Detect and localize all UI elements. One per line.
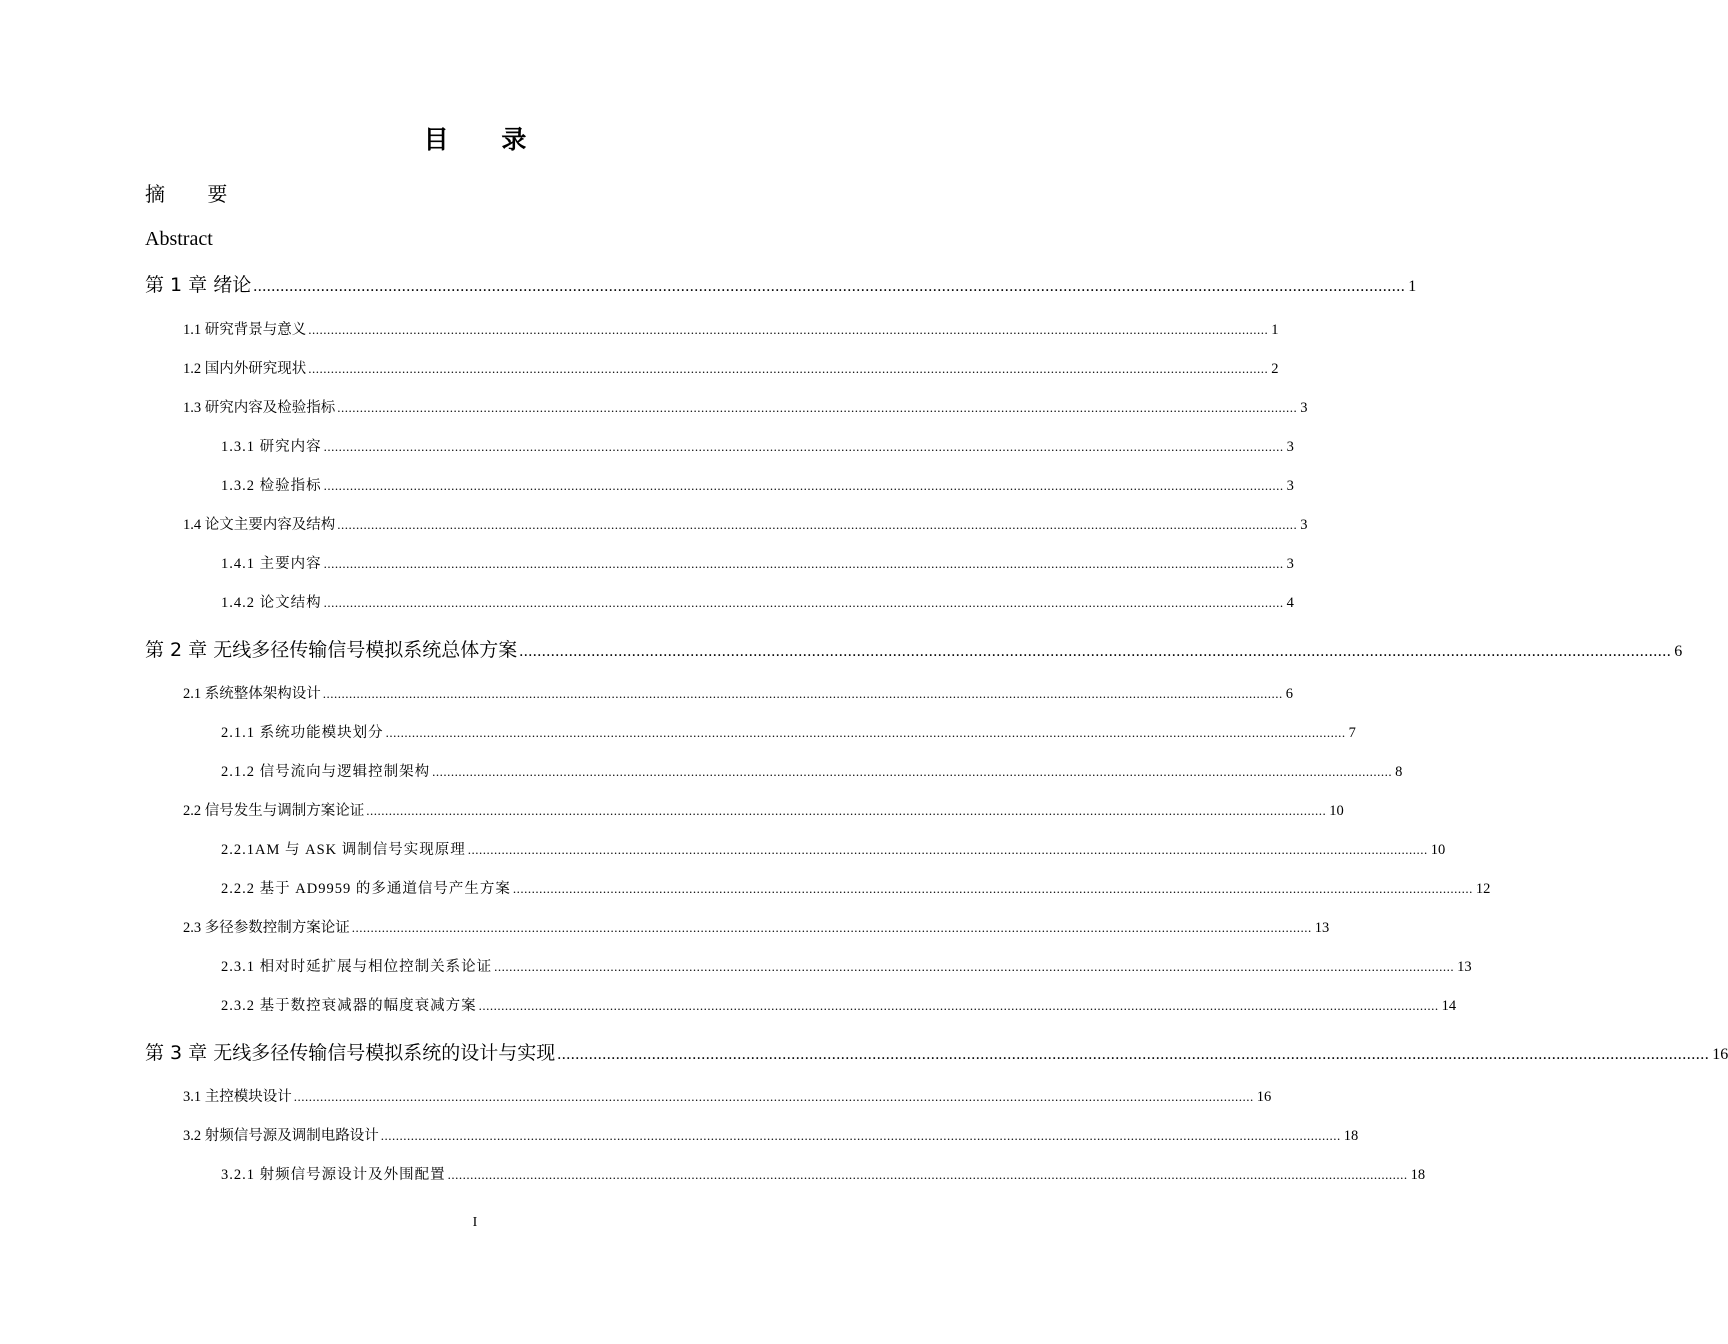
toc-leader-dots: ................................................................................................................................................................................................................................................................ (323, 556, 1284, 571)
toc-entry-1-4-2[interactable] (221, 592, 1294, 614)
abstract-en-heading[interactable]: Abstract (145, 228, 213, 250)
toc-leader-dots: ................................................................................................................................................................................................................................................................ (323, 439, 1284, 454)
toc-entry-label: 2.2.2 基于 AD9959 的多通道信号产生方案 (221, 881, 511, 897)
toc-page-number: 18 (1410, 1167, 1426, 1183)
toc-entry-3-2-1[interactable] (221, 1164, 1426, 1186)
page-footer-number: I (472, 1215, 478, 1230)
toc-page-number: 12 (1475, 881, 1491, 897)
toc-leader-dots: ................................................................................................................................................................................................................................................................ (366, 803, 1327, 818)
toc-leader-dots: ................................................................................................................................................................................................................................................................ (519, 643, 1672, 660)
toc-entry-label: 第 1 章 绪论 (145, 274, 252, 296)
toc-leader-dots: ................................................................................................................................................................................................................................................................ (337, 400, 1298, 415)
toc-leader-dots: ................................................................................................................................................................................................................................................................ (380, 1128, 1341, 1143)
toc-leader-dots: ................................................................................................................................................................................................................................................................ (557, 1046, 1710, 1063)
toc-page-number: 3 (1286, 478, 1294, 494)
toc-entry-1-4[interactable] (183, 514, 1308, 536)
toc-leader-dots: ................................................................................................................................................................................................................................................................ (293, 1089, 1254, 1104)
toc-page-number: 8 (1395, 764, 1403, 780)
toc-entry-label: 1.4 论文主要内容及结构 (183, 517, 336, 533)
toc-entry-label: 2.1 系统整体架构设计 (183, 686, 321, 702)
toc-page-number: 6 (1285, 686, 1293, 702)
toc-entry-2-1[interactable] (183, 683, 1293, 705)
toc-entry-2-2-1[interactable] (221, 839, 1446, 861)
toc-entry-label: 3.1 主控模块设计 (183, 1089, 292, 1105)
toc-page-number: 2 (1271, 361, 1279, 377)
toc-entry-label: 2.3 多径参数控制方案论证 (183, 920, 350, 936)
abstract-zh-heading[interactable]: 摘 要 (145, 182, 246, 206)
toc-page-number: 3 (1286, 439, 1294, 455)
toc-leader-dots: ................................................................................................................................................................................................................................................................ (323, 478, 1284, 493)
toc-page-number: 18 (1343, 1128, 1359, 1144)
toc-entry-label: 2.2.1AM 与 ASK 调制信号实现原理 (221, 842, 466, 858)
toc-entry-label: 1.2 国内外研究现状 (183, 361, 307, 377)
toc-entry-1-3-2[interactable] (221, 475, 1294, 497)
toc-leader-dots: ................................................................................................................................................................................................................................................................ (323, 595, 1284, 610)
toc-entry-2-1-1[interactable] (221, 722, 1356, 744)
toc-page-number: 14 (1441, 998, 1457, 1014)
toc-page-number: 10 (1430, 842, 1446, 858)
toc-leader-dots: ................................................................................................................................................................................................................................................................ (512, 881, 1473, 896)
toc-page-number: 3 (1300, 517, 1308, 533)
toc-leader-dots: ................................................................................................................................................................................................................................................................ (322, 686, 1283, 701)
toc-page-number: 16 (1712, 1046, 1728, 1063)
toc-leader-dots: ................................................................................................................................................................................................................................................................ (478, 998, 1439, 1013)
toc-page-number: 13 (1457, 959, 1472, 975)
toc-entry-1-3[interactable] (183, 397, 1308, 419)
toc-entry-label: 1.3.1 研究内容 (221, 439, 322, 455)
toc-leader-dots: ................................................................................................................................................................................................................................................................ (467, 842, 1428, 857)
toc-entry-2-2[interactable] (183, 800, 1344, 822)
toc-page-number: 4 (1286, 595, 1294, 611)
toc-entry-ch2[interactable] (145, 635, 1683, 667)
toc-entry-label: 1.3.2 检验指标 (221, 478, 322, 494)
toc-entry-label: 3.2 射频信号源及调制电路设计 (183, 1128, 379, 1144)
toc-entry-label: 第 2 章 无线多径传输信号模拟系统总体方案 (145, 639, 518, 661)
toc-entry-ch3[interactable] (145, 1038, 1728, 1070)
toc-leader-dots: ................................................................................................................................................................................................................................................................ (308, 322, 1269, 337)
toc-entry-label: 第 3 章 无线多径传输信号模拟系统的设计与实现 (145, 1042, 556, 1064)
toc-leader-dots: ................................................................................................................................................................................................................................................................ (385, 725, 1346, 740)
toc-entry-label: 3.2.1 射频信号源设计及外围配置 (221, 1167, 446, 1183)
toc-leader-dots: ................................................................................................................................................................................................................................................................ (337, 517, 1298, 532)
toc-entry-2-3[interactable] (183, 917, 1330, 939)
toc-entry-1-1[interactable] (183, 319, 1279, 341)
toc-entry-label: 2.1.1 系统功能模块划分 (221, 725, 384, 741)
toc-page-number: 10 (1329, 803, 1344, 819)
toc-leader-dots: ................................................................................................................................................................................................................................................................ (432, 764, 1393, 779)
toc-entry-1-2[interactable] (183, 358, 1279, 380)
toc-page-number: 3 (1300, 400, 1308, 416)
toc-page-number: 1 (1271, 322, 1279, 338)
toc-page-number: 13 (1314, 920, 1330, 936)
toc-leader-dots: ................................................................................................................................................................................................................................................................ (308, 361, 1269, 376)
toc-entry-label: 2.1.2 信号流向与逻辑控制架构 (221, 764, 431, 780)
toc-entry-1-4-1[interactable] (221, 553, 1294, 575)
toc-entry-label: 1.3 研究内容及检验指标 (183, 400, 336, 416)
toc-leader-dots: ................................................................................................................................................................................................................................................................ (351, 920, 1312, 935)
toc-page-number: 3 (1286, 556, 1294, 572)
toc-entry-label: 2.3.1 相对时延扩展与相位控制关系论证 (221, 959, 493, 975)
toc-entry-label: 2.2 信号发生与调制方案论证 (183, 803, 365, 819)
toc-entry-ch1[interactable] (145, 270, 1417, 302)
page-title: 目 录 (423, 125, 549, 154)
toc-entry-label: 2.3.2 基于数控衰减器的幅度衰减方案 (221, 998, 477, 1014)
toc-leader-dots: ................................................................................................................................................................................................................................................................ (253, 278, 1406, 295)
toc-entry-1-3-1[interactable] (221, 436, 1294, 458)
toc-entry-2-3-2[interactable] (221, 995, 1457, 1017)
toc-leader-dots: ................................................................................................................................................................................................................................................................ (494, 959, 1455, 974)
toc-entry-3-2[interactable] (183, 1125, 1359, 1147)
toc-page-number: 6 (1674, 643, 1683, 660)
toc-page-number: 1 (1408, 278, 1417, 295)
toc-entry-2-1-2[interactable] (221, 761, 1403, 783)
toc-entry-label: 1.4.1 主要内容 (221, 556, 322, 572)
toc-leader-dots: ................................................................................................................................................................................................................................................................ (447, 1167, 1408, 1182)
toc-page-number: 16 (1256, 1089, 1272, 1105)
toc-entry-2-3-1[interactable] (221, 956, 1472, 978)
toc-entry-label: 1.1 研究背景与意义 (183, 322, 307, 338)
toc-entry-label: 1.4.2 论文结构 (221, 595, 322, 611)
toc-entry-2-2-2[interactable] (221, 878, 1491, 900)
toc-entry-3-1[interactable] (183, 1086, 1272, 1108)
toc-page-number: 7 (1348, 725, 1356, 741)
